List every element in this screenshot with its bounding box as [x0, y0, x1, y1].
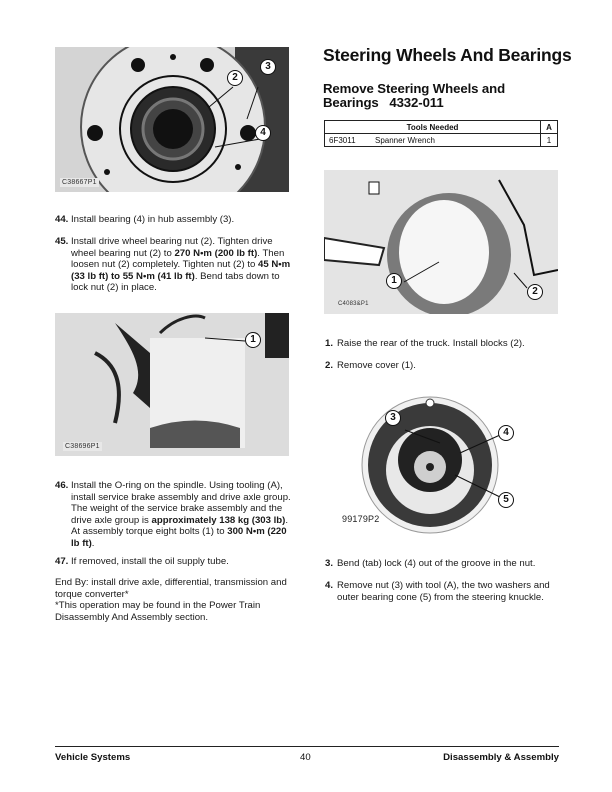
- text-run: .: [91, 537, 95, 549]
- callout-2: 2: [527, 284, 543, 300]
- text-run: . Bend tabs down to lock nut (2) in place.: [71, 270, 280, 294]
- callout-5: 5: [498, 492, 514, 508]
- step-3: [325, 558, 565, 570]
- tool-quantity: 1: [541, 134, 558, 147]
- callout-1: 1: [386, 273, 402, 289]
- tool-column-a-header: A: [541, 121, 558, 134]
- footer-rule: [55, 746, 559, 747]
- step-1: [325, 338, 565, 350]
- figure-id: C38667P1: [62, 179, 97, 186]
- figure-id: C38696P1: [65, 443, 100, 450]
- figure-spindle: [55, 313, 289, 456]
- step-text: Raise the rear of the truck. Install blocks (2).: [337, 338, 525, 349]
- tools-needed-table: [324, 120, 558, 147]
- steering-wheel-photo: [324, 170, 558, 314]
- footnote-text: *This operation may be found in the Power Train Disassembly And Assembly section.: [55, 600, 261, 623]
- step-text: Install bearing (4) in hub assembly (3).: [71, 214, 235, 225]
- callout-3: 3: [385, 410, 401, 426]
- table-row: [325, 134, 558, 147]
- step-number: 1.: [325, 338, 334, 349]
- footer-section: Vehicle Systems: [55, 752, 131, 763]
- tool-part-number: 6F3011: [325, 134, 372, 147]
- torque-spec: 270 N•m (200 lb ft): [174, 247, 258, 259]
- procedure-code: 4332-011: [389, 95, 444, 110]
- step-text: Remove nut (3) with tool (A), the two washers and outer bearing cone (5) from the steering knuckle.: [337, 580, 550, 603]
- figure-id: 99179P2: [342, 514, 380, 524]
- step-number: 44.: [55, 214, 69, 225]
- step-number: 46.: [55, 480, 69, 491]
- step-47: [55, 556, 295, 568]
- step-text: If removed, install the oil supply tube.: [71, 556, 229, 567]
- callout-2: 2: [227, 70, 243, 86]
- step-number: 4.: [325, 580, 334, 591]
- section-heading-line2: [323, 96, 563, 110]
- text-run: Install the O-ring on the spindle. Using tooling (A), install service brake assembly and drive axle group. The weight of the service brake assembly and the drive axle group is: [71, 480, 291, 526]
- torque-spec: 300 N•m (220 lb ft): [71, 526, 287, 549]
- step-text: Remove cover (1).: [337, 360, 416, 371]
- callout-1: 1: [245, 332, 261, 348]
- step-number: 47.: [55, 556, 69, 567]
- page-title: Steering Wheels And Bearings: [323, 45, 572, 65]
- step-text: [71, 236, 295, 294]
- step-text: [71, 480, 295, 550]
- step-number: 3.: [325, 558, 334, 569]
- tools-needed-header: Tools Needed: [325, 121, 541, 134]
- page-number: 40: [300, 752, 311, 763]
- section-heading-line1: Remove Steering Wheels and: [323, 81, 506, 96]
- callout-4: 4: [498, 425, 514, 441]
- weight-spec: approximately 138 kg (303 lb): [151, 514, 286, 526]
- step-46: [55, 480, 295, 550]
- torque-spec: 45 N•m (33 lb ft) to 55 N•m (41 lb ft): [71, 259, 291, 282]
- callout-3: 3: [260, 59, 276, 75]
- hub-bearing-photo: [55, 47, 289, 192]
- text-run: . At assembly torque eight bolts (1) to: [71, 514, 289, 538]
- table-header-row: [325, 121, 558, 134]
- end-by-note: [55, 577, 295, 623]
- step-number: 2.: [325, 360, 334, 371]
- text-run: Install drive wheel bearing nut (2). Tighten drive wheel bearing nut (2) to: [71, 236, 273, 259]
- section-heading: [323, 82, 563, 110]
- callout-4: 4: [255, 125, 271, 141]
- figure-steering-wheel: [324, 170, 558, 314]
- step-45: [55, 236, 295, 294]
- step-44: [55, 214, 295, 226]
- figure-hub-bearing: [55, 47, 289, 192]
- footer-manual: Disassembly & Assembly: [443, 752, 559, 763]
- figure-steering-hub: [330, 395, 560, 535]
- step-text: Bend (tab) lock (4) out of the groove in the nut.: [337, 558, 536, 569]
- end-by-text: End By: install drive axle, differential, transmission and torque converter*: [55, 577, 287, 600]
- step-2: [325, 360, 565, 372]
- step-number: 45.: [55, 236, 69, 247]
- step-4: [325, 580, 565, 603]
- tool-name: Spanner Wrench: [371, 134, 541, 147]
- text-run: . Then loosen nut (2) completely. Tighten nut (2) to: [71, 247, 285, 271]
- section-heading-word: Bearings: [323, 95, 379, 110]
- figure-id: C4083&P1: [338, 301, 369, 307]
